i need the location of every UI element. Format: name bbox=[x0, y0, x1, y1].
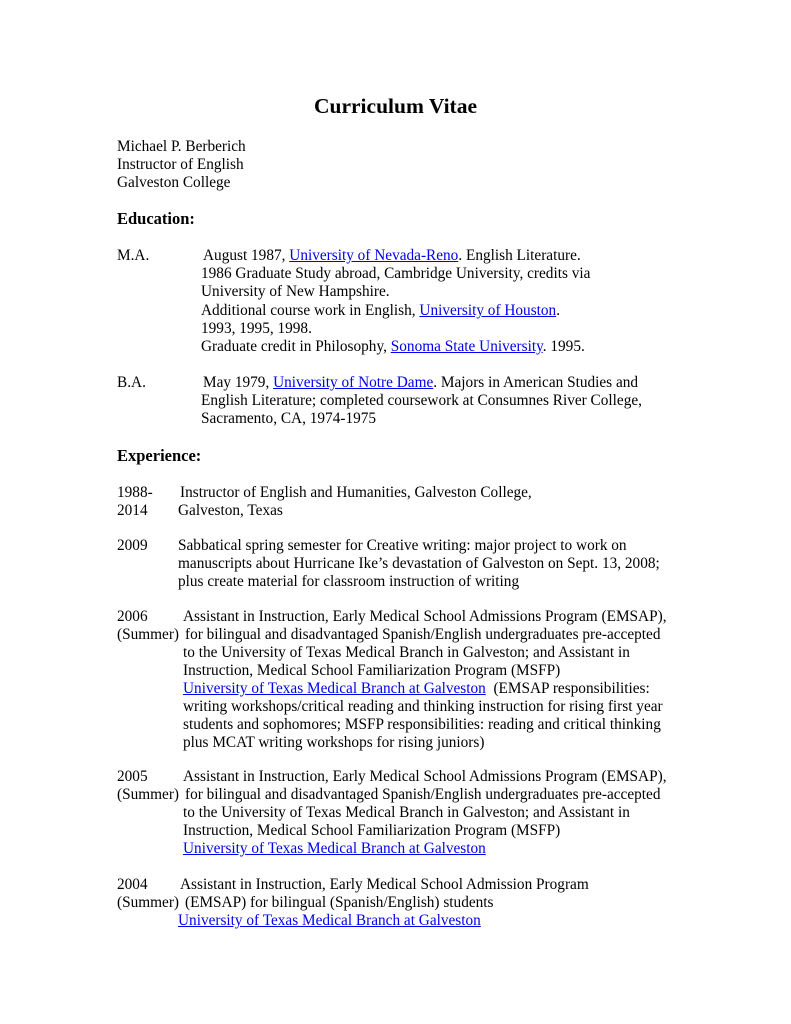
exp5-year: 2004 bbox=[117, 876, 148, 893]
exp2-year: 2009 bbox=[117, 537, 148, 554]
utmb-link-2004[interactable]: University of Texas Medical Branch at Galveston bbox=[178, 912, 481, 929]
exp3-line-1: Assistant in Instruction, Early Medical School Admissions Program (EMSAP), bbox=[183, 608, 667, 625]
exp3-line-7: students and sophomores; MSFP responsibilities: reading and critical thinking bbox=[183, 716, 661, 733]
exp4-line-1: Assistant in Instruction, Early Medical School Admissions Program (EMSAP), bbox=[183, 768, 667, 785]
experience-heading: Experience: bbox=[117, 446, 202, 465]
ma-label: M.A. bbox=[117, 247, 150, 264]
exp3-line-8: plus MCAT writing workshops for rising juniors) bbox=[183, 734, 485, 751]
exp1-line-2: Galveston, Texas bbox=[178, 502, 283, 519]
exp3-summer: (Summer) bbox=[117, 626, 180, 643]
univ-notre-dame-link[interactable]: University of Notre Dame bbox=[273, 374, 434, 391]
exp1-line-1: Instructor of English and Humanities, Galveston College, bbox=[180, 484, 532, 501]
exp3-line-2: for bilingual and disadvantaged Spanish/English undergraduates pre-accepted bbox=[185, 626, 661, 643]
utmb-link-2005[interactable]: University of Texas Medical Branch at Galveston bbox=[183, 840, 486, 857]
exp2-line-1: Sabbatical spring semester for Creative writing: major project to work on bbox=[178, 537, 627, 554]
exp3-line-4: Instruction, Medical School Familiarization Program (MSFP) bbox=[183, 662, 561, 679]
ma-line-1: August 1987, University of Nevada-Reno. English Literature. bbox=[203, 247, 581, 264]
ba-line-1: May 1979, University of Notre Dame. Majors in American Studies and bbox=[203, 374, 639, 391]
exp4-line-3: to the University of Texas Medical Branch in Galveston; and Assistant in bbox=[183, 804, 630, 821]
exp4-summer: (Summer) bbox=[117, 786, 180, 803]
exp3-line-3: to the University of Texas Medical Branch in Galveston; and Assistant in bbox=[183, 644, 630, 661]
ma-line-2: 1986 Graduate Study abroad, Cambridge University, credits via bbox=[201, 265, 591, 282]
author-institution: Galveston College bbox=[117, 174, 231, 191]
exp5-line-2: (EMSAP) for bilingual (Spanish/English) students bbox=[185, 894, 494, 911]
ba-label: B.A. bbox=[117, 374, 146, 391]
univ-nevada-reno-link[interactable]: University of Nevada-Reno bbox=[289, 247, 459, 264]
exp3-year: 2006 bbox=[117, 608, 148, 625]
ma-line-4: Additional course work in English, University of Houston. bbox=[201, 302, 561, 319]
utmb-link-2006[interactable]: University of Texas Medical Branch at Galveston bbox=[183, 680, 486, 697]
exp1-year-start: 1988- bbox=[117, 484, 153, 501]
exp1-year-end: 2014 bbox=[117, 502, 148, 519]
exp4-line-5 bbox=[183, 840, 486, 858]
exp5-line-1: Assistant in Instruction, Early Medical School Admission Program bbox=[180, 876, 589, 893]
ba-line-2: English Literature; completed coursework at Consumnes River College, bbox=[201, 392, 642, 409]
page-title: Curriculum Vitae bbox=[313, 94, 478, 118]
exp4-line-2: for bilingual and disadvantaged Spanish/English undergraduates pre-accepted bbox=[185, 786, 661, 803]
sonoma-state-link[interactable]: Sonoma State University bbox=[390, 338, 543, 355]
ma-line-3: University of New Hampshire. bbox=[201, 283, 390, 300]
ma-line-5: 1993, 1995, 1998. bbox=[201, 320, 312, 337]
exp2-line-3: plus create material for classroom instruction of writing bbox=[178, 573, 520, 590]
univ-houston-link[interactable]: University of Houston bbox=[419, 302, 557, 319]
education-heading: Education: bbox=[117, 209, 195, 228]
exp5-line-3 bbox=[178, 912, 481, 930]
ma-line-6: Graduate credit in Philosophy, Sonoma State University. 1995. bbox=[201, 338, 585, 355]
exp2-line-2: manuscripts about Hurricane Ike’s devastation of Galveston on Sept. 13, 2008; bbox=[178, 555, 660, 572]
exp3-line-6: writing workshops/critical reading and thinking instruction for rising first year bbox=[183, 698, 663, 715]
exp4-line-4: Instruction, Medical School Familiarization Program (MSFP) bbox=[183, 822, 561, 839]
ba-line-3: Sacramento, CA, 1974-1975 bbox=[201, 410, 377, 427]
exp5-summer: (Summer) bbox=[117, 894, 180, 911]
exp4-year: 2005 bbox=[117, 768, 148, 785]
author-name: Michael P. Berberich bbox=[117, 138, 246, 155]
exp3-line-5: University of Texas Medical Branch at Galveston (EMSAP responsibilities: bbox=[183, 680, 650, 697]
author-position: Instructor of English bbox=[117, 156, 244, 173]
